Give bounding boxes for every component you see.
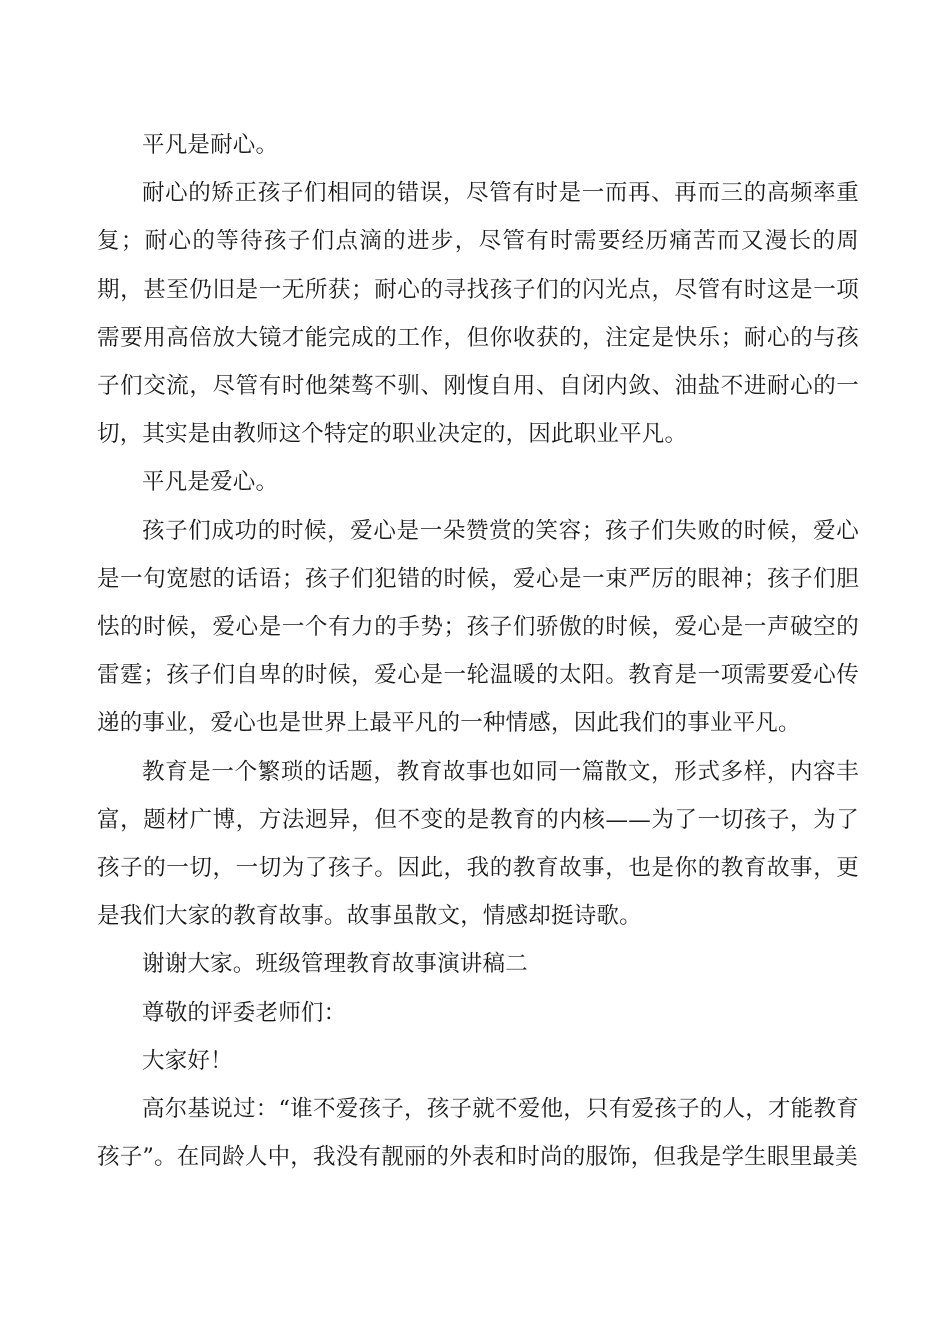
paragraph-love-body: 孩子们成功的时候，爱心是一朵赞赏的笑容；孩子们失败的时候，爱心是一句宽慰的话语；孩子们犯错的时候，爱心是一束严厉的眼神；孩子们胆怯的时候，爱心是一个有力的手势；孩子们骄傲的时候，爱心是一声破空的雷霆；孩子们自卑的时候，爱心是一轮温暖的太阳。教育是一项需要爱心传递的事业，爱心也是世界上最平凡的一种情感，因此我们的事业平凡。 [97,517,859,737]
paragraph-patience-heading: 平凡是耐心。 [142,132,279,158]
paragraph-education-story: 教育是一个繁琐的话题，教育故事也如同一篇散文，形式多样，内容丰富，题材广博，方法迥异，但不变的是教育的内核——为了一切孩子，为了孩子的一切，一切为了孩子。因此，我的教育故事，也是你的教育故事，更是我们大家的教育故事。故事虽散文，情感却挺诗歌。 [97,758,859,930]
paragraph-love-heading: 平凡是爱心。 [142,469,279,496]
paragraph-gorky-quote: 高尔基说过：“谁不爱孩子，孩子就不爱他，只有爱孩子的人，才能教育孩子”。在同龄人中，我没有靓丽的外表和时尚的服饰，但我是学生眼里最美 [97,1096,859,1171]
paragraph-salutation: 尊敬的评委老师们： [142,999,347,1026]
paragraph-greeting: 大家好！ [142,1047,233,1074]
paragraph-thanks-title: 谢谢大家。班级管理教育故事演讲稿二 [142,951,528,978]
document-body [97,121,859,1181]
paragraph-patience-body: 耐心的矫正孩子们相同的错误，尽管有时是一而再、再而三的高频率重复；耐心的等待孩子们点滴的进步，尽管有时需要经历痛苦而又漫长的周期，甚至仍旧是一无所获；耐心的寻找孩子们的闪光点，尽管有时这是一项需要用高倍放大镜才能完成的工作，但你收获的，注定是快乐；耐心的与孩子们交流，尽管有时他桀骜不驯、刚愎自用、自闭内敛、油盐不进耐心的一切，其实是由教师这个特定的职业决定的，因此职业平凡。 [97,180,859,448]
